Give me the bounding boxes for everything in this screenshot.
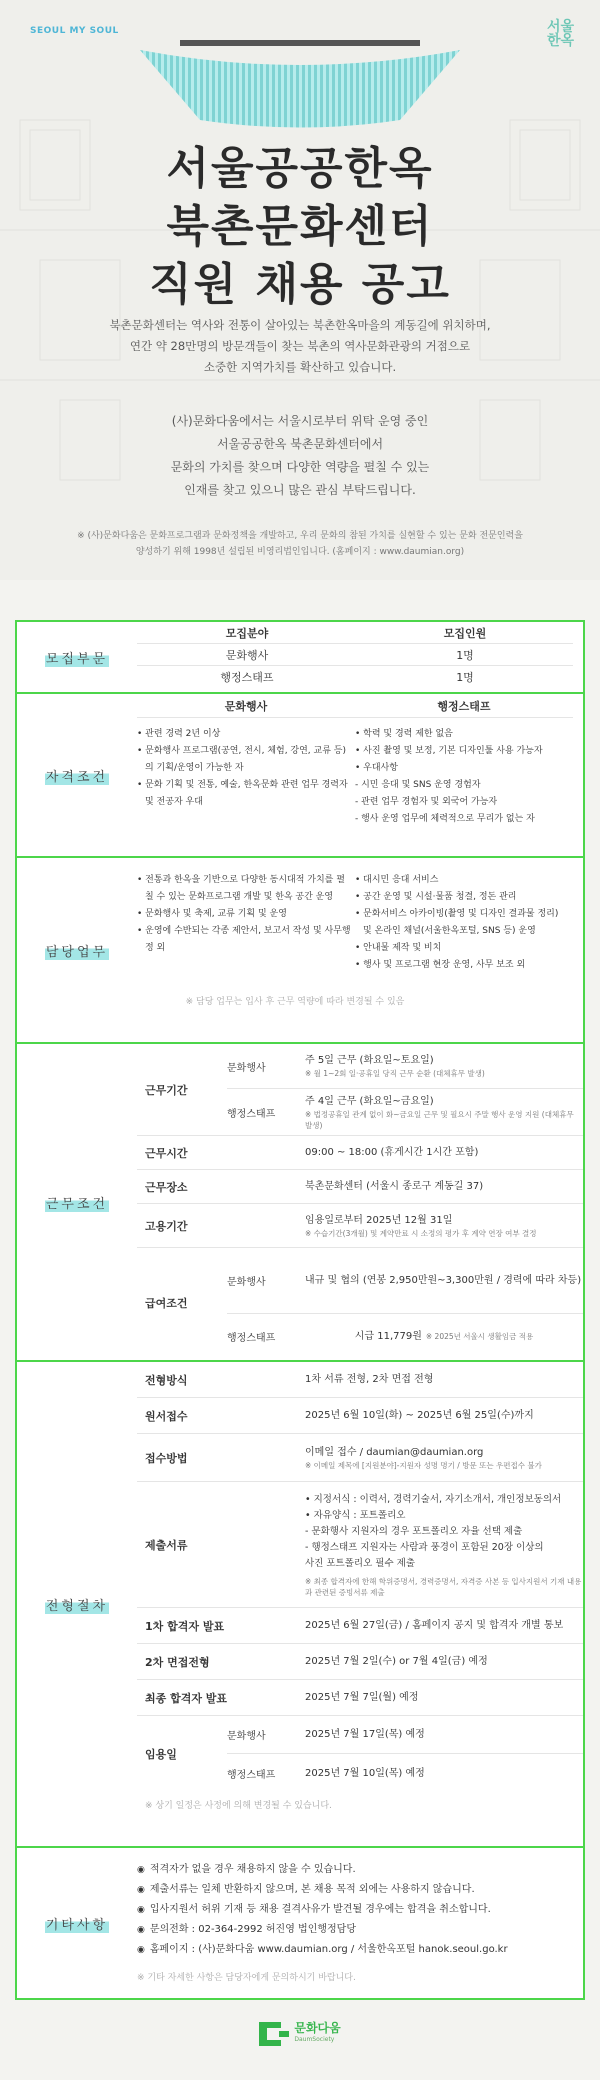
etc-note: ※ 기타 자세한 사항은 담당자에게 문의하시기 바랍니다. <box>137 1973 356 1983</box>
process-final-row: 최종 합격자 발표 2025년 7월 7일(월) 예정 <box>137 1680 583 1716</box>
seoul-hanok-logo: 서울 한옥 <box>546 19 574 49</box>
page-title: 서울공공한옥 북촌문화센터 직원 채용 공고 <box>149 143 451 310</box>
qualification-header-row: 문화행사 행정스태프 <box>137 694 573 718</box>
organization-note: ※ (사)문화다움은 문화프로그램과 문화정책을 개발하고, 우리 문화의 참된 가치를 실현할 수 있는 문화 전문인력을 양성하기 위해 1998년 설립된 비영리법인입니다. (홈페이지 : www.daumian.org) <box>77 531 523 557</box>
recruit-header-row: 모집분야 모집인원 <box>137 622 573 644</box>
footer-logo <box>0 2022 600 2046</box>
section-label-process: 전형절차 <box>17 1362 137 1846</box>
process-note: ※ 상기 일정은 사정에 의해 변경될 수 있습니다. <box>145 1801 332 1811</box>
seoul-my-soul-logo: SEOUL MY SOUL <box>30 26 119 36</box>
section-qualification <box>17 694 583 858</box>
section-work <box>17 1044 583 1362</box>
intro-paragraph-2: (사)문화다움에서는 서울시로부터 위탁 운영 중인 서울공공한옥 북촌문화센터에서 문화의 가치를 찾으며 다양한 역량을 펼칠 수 있는 인재를 찾고 있으니 많은 관심 부탁드립니다. <box>170 414 430 497</box>
section-label-qualification: 자격조건 <box>17 694 137 856</box>
work-hours-row: 근무시간 09:00 ~ 18:00 (휴게시간 1시간 포함) <box>137 1136 583 1170</box>
list-item: ◉ 제출서류는 일체 반환하지 않으며, 본 채용 목적 외에는 사용하지 않습니다. <box>137 1880 573 1900</box>
list-item: ◉ 문의전화 : 02-364-2992 허진영 법인행정담당 <box>137 1920 573 1940</box>
section-label-duty: 담당업무 <box>17 858 137 1042</box>
table-row: 행정스태프 1명 <box>220 671 474 684</box>
process-second-row: 2차 면접전형 2025년 7월 2일(수) or 7월 4일(금) 예정 <box>137 1644 583 1680</box>
section-process <box>17 1362 583 1848</box>
duty-note: ※ 담당 업무는 입사 후 근무 역량에 따라 변경될 수 있음 <box>185 997 405 1007</box>
list-item: ◉ 입사지원서 허위 기재 등 채용 결격사유가 발견될 경우에는 합격을 취소합니다. <box>137 1900 573 1920</box>
qualification-left-list: • 관련 경력 2년 이상 • 문화행사 프로그램(공연, 전시, 체험, 강연, 교류 등)의 기획/운영이 가능한 자 • 문화 기획 및 전통, 예술, 한옥문화 관련 업무 경력자 및 전공자 우대 <box>137 729 348 807</box>
hero-section <box>0 0 600 580</box>
section-etc <box>17 1848 583 1998</box>
duty-right-list: • 대시민 응대 서비스 • 공간 운영 및 시설·물품 청결, 정돈 관리 • 문화서비스 아카이빙(촬영 및 디자인 결과물 정리) 및 온라인 채널(서울한옥포털, SNS 등) 운영 • 안내물 제작 및 비치 • 행사 및 프로그램 현장 운영, 사무 보조 외 <box>355 875 559 970</box>
section-label-recruit: 모집부문 <box>17 622 137 692</box>
list-item: ◉ 적격자가 없을 경우 채용하지 않을 수 있습니다. <box>137 1860 573 1880</box>
process-start-row: 임용일 문화행사 2025년 7월 17일(목) 예정 행정스태프 2025년 7월 10일(목) 예정 <box>137 1716 583 1792</box>
table-row: 문화행사 1명 <box>137 644 573 666</box>
process-docs-row: 제출서류 • 지정서식 : 이력서, 경력기술서, 자기소개서, 개인정보동의서 • 자유양식 : 포트폴리오 - 문화행사 지원자의 경우 포트폴리오 자율 선택 제출 - 행정스태프 지원자는 사람과 풍경이 포함된 20장 이상의 사진 포트폴리오 필수 제출 ※ 최종 합격자에 한해 학위증명서, 경력증명서, 자격증 사본 등 입사지원서 기재 내용과 관련된 증빙서류 제출 <box>137 1482 583 1608</box>
work-place-row: 근무장소 북촌문화센터 (서울시 종로구 계동길 37) <box>137 1170 583 1204</box>
list-item: ◉ 홈페이지 : (사)문화다움 www.daumian.org / 서울한옥포털 hanok.seoul.go.kr <box>137 1940 573 1960</box>
work-term-row: 고용기간 임용일로부터 2025년 12월 31일 ※ 수습기간(3개월) 및 계약만료 시 소정의 평가 후 계약 연장 여부 결정 <box>137 1204 583 1248</box>
process-method-row: 전형방식 1차 서류 전형, 2차 면접 전형 <box>137 1362 583 1398</box>
process-first-row: 1차 합격자 발표 2025년 6월 27일(금) / 홈페이지 공지 및 합격자 개별 통보 <box>137 1608 583 1644</box>
qualification-right-list: • 학력 및 경력 제한 없음 • 사진 촬영 및 보정, 기본 디자인툴 사용 가능자 • 우대사항 - 시민 응대 및 SNS 운영 경험자 - 관련 업무 경험자 및 외국어 가능자 - 행사 운영 업무에 체력적으로 무리가 없는 자 <box>355 729 543 824</box>
intro-paragraph-1: 북촌문화센터는 역사와 전통이 살아있는 북촌한옥마을의 계동길에 위치하며, 연간 약 28만명의 방문객들이 찾는 북촌의 역사문화관광의 거점으로 소중한 지역가치를 확산하고 있습니다. <box>109 318 491 374</box>
footer-name: 문화다움 DaumSociety <box>294 2021 341 2043</box>
etc-list <box>137 1848 573 1960</box>
section-recruit <box>17 622 583 694</box>
section-label-work: 근무조건 <box>17 1044 137 1360</box>
section-label-etc: 기타사항 <box>17 1848 137 1998</box>
process-apply-row: 원서접수 2025년 6월 10일(화) ~ 2025년 6월 25일(수)까지 <box>137 1398 583 1434</box>
duty-left-list: • 전통과 한옥을 기반으로 다양한 동시대적 가치를 펼칠 수 있는 문화프로그램 개발 및 한옥 공간 운영 • 문화행사 및 축제, 교류 기획 및 운영 • 운영에 수반되는 각종 제안서, 보고서 작성 및 사무행정 외 <box>137 875 351 953</box>
daum-society-logo-icon <box>259 2022 289 2046</box>
section-duty <box>17 858 583 1044</box>
process-how-row: 접수방법 이메일 접수 / daumian@daumian.org ※ 이메일 제목에 [지원분야]-지원자 성명 명기 / 방문 또는 우편접수 불가 <box>137 1434 583 1482</box>
work-period-row: 근무기간 문화행사 주 5일 근무 (화요일~토요일) ※ 월 1~2회 일·공휴일 당직 근무 순환 (대체휴무 발생) 행정스태프 주 4일 근무 (화요일~금요일) ※ 법정공휴일 관계 없이 화~금요일 근무 및 필요시 주말 행사 운영 지원 (대체휴무 발생) <box>137 1044 583 1136</box>
recruitment-table <box>15 620 585 2000</box>
roof-icon <box>140 40 460 130</box>
work-salary-row: 급여조건 문화행사 내규 및 협의 (연봉 2,950만원~3,300만원 / 경력에 따라 차등) 행정스태프 시급 11,779원 ※ 2025년 서울시 생활임금 적용 <box>137 1248 583 1358</box>
